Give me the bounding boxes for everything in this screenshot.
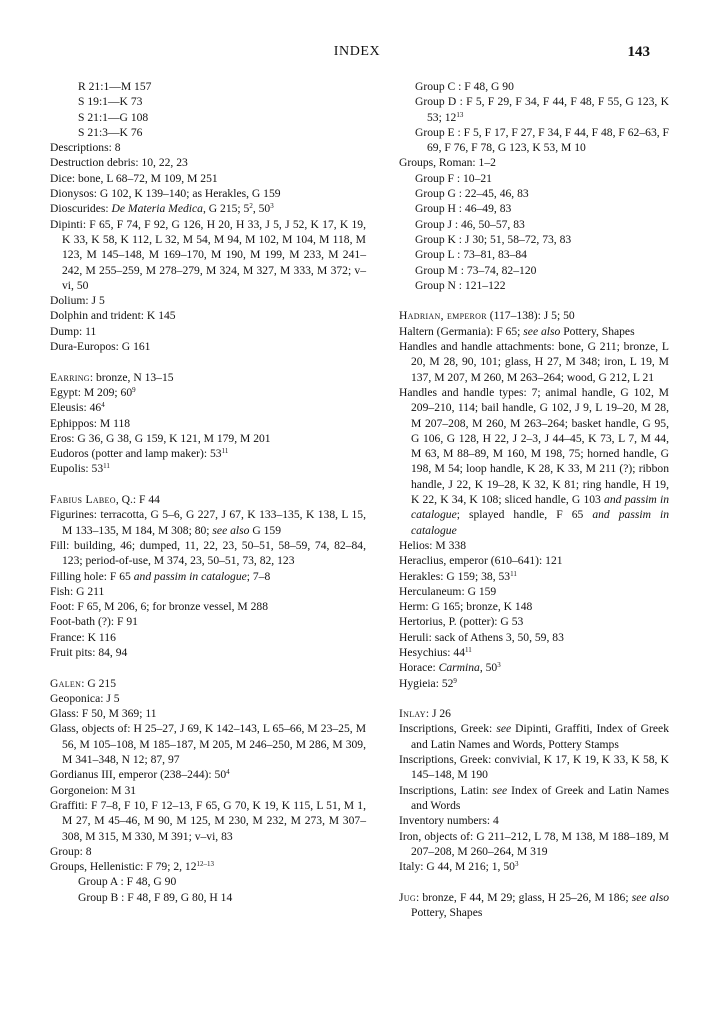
index-entry: Inscriptions, Greek: convivial, K 17, K 19, K 33, K 58, K 145–148, M 190 (399, 753, 669, 782)
index-entry: Italy: G 44, M 216; 1, $50^3$ (399, 860, 519, 874)
index-entry: Hygieia: $52^9$ (399, 676, 457, 690)
index-entry: Heraclius, emperor (610–641): 121 (399, 554, 563, 568)
index-entry: Ephippos: M 118 (50, 416, 131, 430)
entry-gap (399, 874, 669, 889)
index-entry: Foot: F 65, M 206, 6; for bronze vessel, M 288 (50, 600, 269, 614)
index-entry: Dolphin and trident: K 145 (50, 309, 176, 323)
index-entry: Glass, objects of: H 25–27, J 69, K 142–143, L 65–66, M 23–25, M 56, M 105–108, M 185–187, M 205, M 246–250, M 286, M 309, M 341–348, N 12; 87, 97 (50, 722, 366, 767)
index-entry: Group B : F 48, F 89, G 80, H 14 (78, 890, 233, 904)
index-entry: Dump: 11 (50, 324, 97, 338)
index-entry: Helios: M 338 (399, 538, 466, 552)
index-entry: Dipinti: F 65, F 74, F 92, G 126, H 20, H 33, J 5, J 52, K 17, K 19, K 33, K 58, K 112, L 32, M 54, M 94, M 102, M 104, M 118, M 123, M 145–148, M 169–170, M 190, M 199, M 233, M 241–242, M 255–259, M 278–279, M 324, M 327, M 333, M 372; v–vi, 50 (50, 217, 366, 292)
index-entry: S 21:3—K 76 (78, 125, 143, 139)
index-entry: Group C : F 48, G 90 (415, 80, 514, 93)
index-entry: Group N : 121–122 (415, 278, 506, 292)
entry-gap (50, 354, 366, 369)
index-entry: Figurines: terracotta, G 5–6, G 227, J 67, K 133–135, K 138, L 15, M 133–135, M 184, M 308; 80; see also G 159 (50, 508, 366, 537)
index-entry: Inscriptions, Greek: see Dipinti, Graffiti, Index of Greek and Latin Names and Words, Pottery Stamps (399, 722, 670, 751)
index-entry: Handles and handle types: 7; animal handle, G 102, M 209–210, 114; bail handle, G 102, J 9, L 19–20, M 28, M 207–208, M 260, M 263–264; basket handle, G 95, G 106, G 128, H 22, J 2–3, J 44–45, K 73, L 7, M 44, M 63, M 88–89, M 160, M 198, 75; horned handle, G 198, M 54; loop handle, K 28, K 33, M 211 (?); ribbon handle, J 22, K 19–28, K 32, K 81; ring handle, H 19, K 22, K 34, K 108; sliced handle, G 103 and passim in catalogue; splayed handle, F 65 and passim in catalogue (399, 385, 669, 537)
index-entry: Jug: bronze, F 44, M 29; glass, H 25–26, M 186; see also Pottery, Shapes (399, 890, 670, 920)
index-entry: Gorgoneion: M 31 (50, 783, 137, 797)
index-entry: Group K : J 30; 51, 58–72, 73, 83 (415, 232, 572, 246)
index-entry: Fill: building, 46; dumped, 11, 22, 23, 50–51, 58–59, 74, 82–84, 123; period-of-use, M 374, 23, 50–51, 73, 82, 123 (50, 538, 366, 568)
index-entry: Groups, Hellenistic: F 79; 2, 12$^{12-13}$ (50, 860, 215, 874)
index-entry: Groups, Roman: 1–2 (399, 156, 496, 170)
entry-gap (50, 477, 366, 492)
index-entry: Eupolis: $53^{11}$ (50, 462, 110, 476)
index-entry: Dioscurides: De Materia Medica, G 215; $5^2$, $50^3$ (50, 202, 274, 216)
page-header (0, 44, 714, 66)
index-entry: Group G : 22–45, 46, 83 (415, 187, 529, 201)
index-entry: Group M : 73–74, 82–120 (415, 263, 537, 277)
index-entry: Fruit pits: 84, 94 (50, 645, 128, 659)
index-entry: Hadrian, emperor (117–138): J 5; 50 (399, 309, 575, 323)
index-entry: R 21:1—M 157 (78, 80, 152, 93)
index-entry: Galen: G 215 (50, 676, 116, 690)
footnote-ref: 13 (456, 110, 464, 119)
index-entry: Inlay: J 26 (399, 707, 451, 721)
index-entry: Eros: G 36, G 38, G 159, K 121, M 179, M 201 (50, 431, 271, 445)
index-entry: Filling hole: F 65 and passim in catalogue; 7–8 (50, 569, 271, 583)
index-entry: Dolium: J 5 (50, 294, 105, 308)
entry-gap (399, 691, 669, 706)
index-entry: Destruction debris: 10, 22, 23 (50, 156, 188, 170)
index-entry: Dice: bone, L 68–72, M 109, M 251 (50, 171, 218, 185)
index-entry: Graffiti: F 7–8, F 10, F 12–13, F 65, G 70, K 19, K 115, L 51, M 1, M 27, M 45–46, M 90, M 125, M 230, M 232, M 273, M 307–308, M 315, M 330, M 391; v–vi, 83 (50, 798, 366, 843)
index-entry: Group F : 10–21 (415, 171, 492, 185)
index-entry: Hesychius: $44^{11}$ (399, 645, 472, 659)
index-entry: Herculaneum: G 159 (399, 584, 497, 598)
index-entry: Group: 8 (50, 844, 92, 858)
index-entry: Eudoros (potter and lamp maker): $53^{11}$ (50, 447, 229, 461)
index-entry: Fabius Labeo, Q.: F 44 (50, 493, 160, 507)
index-entry: Group H : 46–49, 83 (415, 202, 512, 216)
index-entry: Hertorius, P. (potter): G 53 (399, 615, 524, 629)
index-entry: Group E : F 5, F 17, F 27, F 34, F 44, F 48, F 62–63, F 69, F 76, F 78, G 123, K 53, M 10 (415, 125, 669, 155)
index-column-right (399, 79, 669, 920)
index-entry: Iron, objects of: G 211–212, L 78, M 138, M 188–189, M 207–208, M 260–264, M 319 (399, 829, 669, 858)
index-entry: Fish: G 211 (50, 584, 105, 598)
index-entry: Group J : 46, 50–57, 83 (415, 217, 525, 231)
index-entry: S 19:1—K 73 (78, 95, 143, 109)
index-entry: Earring: bronze, N 13–15 (50, 370, 174, 384)
index-entry: S 21:1—G 108 (78, 110, 149, 124)
page-number: 143 (627, 44, 650, 60)
index-entry: Geoponica: J 5 (50, 691, 120, 705)
index-entry: Gordianus III, emperor (238–244): $50^4$ (50, 768, 230, 782)
index-entry: Herakles: G 159; 38, $53^{11}$ (399, 569, 517, 583)
running-title: INDEX (333, 44, 381, 59)
index-entry: Group D : F 5, F 29, F 34, F 44, F 48, F 55, G 123, K 53; $12^{13}$ (415, 95, 669, 124)
index-column-left (50, 79, 366, 905)
index-entry: Heruli: sack of Athens 3, 50, 59, 83 (399, 630, 564, 644)
index-entry: Egypt: M 209; $60^9$ (50, 385, 136, 399)
index-entry: Dionysos: G 102, K 139–140; as Herakles, G 159 (50, 187, 281, 201)
index-entry: Horace: Carmina, $50^3$ (399, 661, 501, 675)
index-entry: Inventory numbers: 4 (399, 814, 499, 828)
index-entry: Inscriptions, Latin: see Index of Greek and Latin Names and Words (399, 783, 669, 812)
entry-gap (399, 293, 669, 308)
index-entry: Dura-Europos: G 161 (50, 340, 151, 354)
index-entry: Group A : F 48, G 90 (78, 875, 177, 889)
index-entry: Haltern (Germania): F 65; see also Pottery, Shapes (399, 324, 635, 338)
index-entry: France: K 116 (50, 630, 116, 644)
index-entry: Eleusis: $46^4$ (50, 401, 105, 415)
entry-gap (50, 660, 366, 675)
index-entry: Handles and handle attachments: bone, G 211; bronze, L 20, M 28, 90, 101; glass, H 27, M 348; iron, L 19, M 137, M 207, M 260, M 263–264; wood, G 212, L 21 (399, 340, 669, 384)
index-entry: Group L : 73–81, 83–84 (415, 248, 527, 262)
index-entry: Glass: F 50, M 369; 11 (50, 707, 157, 721)
index-entry: Descriptions: 8 (50, 141, 121, 155)
index-entry: Foot-bath (?): F 91 (50, 615, 138, 629)
index-entry: Herm: G 165; bronze, K 148 (399, 600, 533, 614)
